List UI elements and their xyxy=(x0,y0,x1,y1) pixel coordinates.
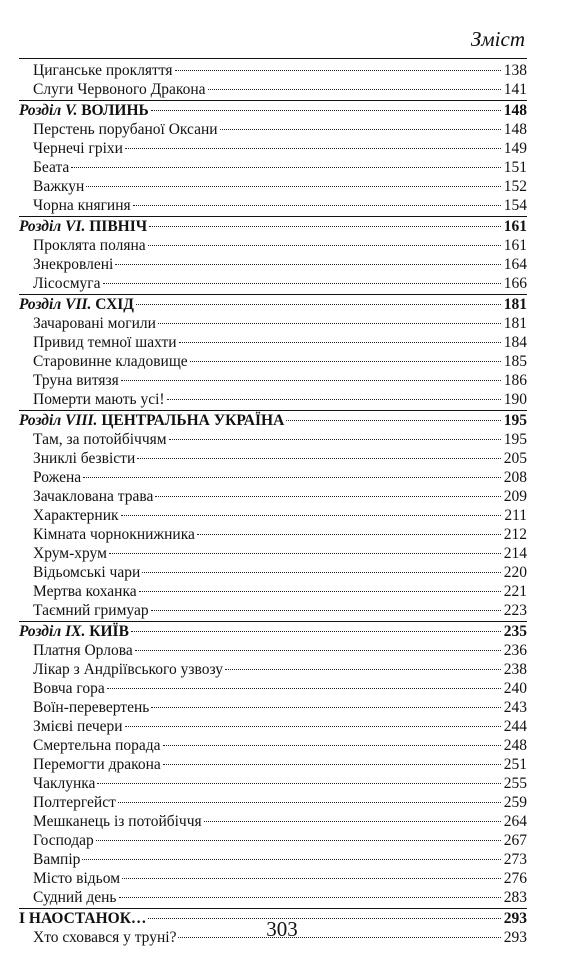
toc-entry xyxy=(19,61,527,80)
dot-leader xyxy=(204,821,501,822)
toc-entry xyxy=(19,430,527,449)
dot-leader xyxy=(125,726,501,727)
dot-leader xyxy=(83,477,501,478)
entry-title xyxy=(33,352,188,371)
entry-title xyxy=(33,158,69,177)
toc-section xyxy=(19,294,527,314)
title-text: Мешканець із потойбіччя xyxy=(33,813,202,830)
toc-entry xyxy=(19,525,527,544)
toc-entry xyxy=(19,487,527,506)
page-ref: 208 xyxy=(503,469,527,486)
dot-leader xyxy=(148,245,501,246)
page-ref: 148 xyxy=(503,121,527,138)
page-ref: 138 xyxy=(503,62,527,79)
title-text: Привид темної шахти xyxy=(33,334,177,351)
section-prefix: Розділ VIII. xyxy=(19,412,98,429)
entry-title xyxy=(33,698,149,717)
title-text: Судний день xyxy=(33,889,117,906)
entry-title xyxy=(33,660,223,679)
dot-leader xyxy=(142,572,501,573)
toc-entry xyxy=(19,563,527,582)
section-title xyxy=(19,622,129,641)
page-ref: 240 xyxy=(503,680,527,697)
dot-leader xyxy=(158,323,501,324)
dot-leader xyxy=(155,496,501,497)
dot-leader xyxy=(121,380,501,381)
page-ref: 267 xyxy=(503,832,527,849)
page-ref: 251 xyxy=(503,756,527,773)
dot-leader xyxy=(169,439,501,440)
entry-title xyxy=(33,255,113,274)
dot-leader xyxy=(109,553,501,554)
title-text: Зниклі безвісти xyxy=(33,450,136,467)
title-text: Полтергейст xyxy=(33,794,116,811)
toc-section xyxy=(19,216,527,236)
title-text: Труна витязя xyxy=(33,372,119,389)
title-text: Змієві печери xyxy=(33,718,123,735)
page-ref: 276 xyxy=(503,870,527,887)
page-ref: 221 xyxy=(503,583,527,600)
entry-title xyxy=(33,487,153,506)
entry-title xyxy=(33,850,80,869)
section-prefix: Розділ IX. xyxy=(19,623,86,640)
dot-leader xyxy=(103,283,501,284)
entry-title xyxy=(33,333,177,352)
page-ref: 238 xyxy=(503,661,527,678)
title-text: Важкун xyxy=(33,178,85,195)
toc-entry xyxy=(19,333,527,352)
toc-entry xyxy=(19,158,527,177)
title-text: Проклята поляна xyxy=(33,237,146,254)
page-ref: 190 xyxy=(503,391,527,408)
page-ref: 209 xyxy=(503,488,527,505)
entry-title xyxy=(33,717,123,736)
page-ref: 244 xyxy=(503,718,527,735)
entry-title xyxy=(33,314,156,333)
title-text: Чорна княгиня xyxy=(33,197,131,214)
toc-entry xyxy=(19,793,527,812)
toc-entry xyxy=(19,717,527,736)
page-ref: 273 xyxy=(503,851,527,868)
toc-entry xyxy=(19,698,527,717)
dot-leader xyxy=(86,186,501,187)
dot-leader xyxy=(163,745,501,746)
dot-leader xyxy=(136,304,501,305)
title-text: Мертва коханка xyxy=(33,583,137,600)
page-ref: 248 xyxy=(503,737,527,754)
page-ref: 255 xyxy=(503,775,527,792)
toc-entry xyxy=(19,544,527,563)
page-ref: 161 xyxy=(503,218,527,235)
toc-entry xyxy=(19,660,527,679)
title-text: Вампір xyxy=(33,851,81,868)
toc-entry xyxy=(19,314,527,333)
section-title xyxy=(19,101,149,120)
page-ref: 161 xyxy=(503,237,527,254)
running-header: Зміст xyxy=(470,27,525,51)
page-ref: 293 xyxy=(503,910,527,927)
section-prefix: Розділ VI. xyxy=(19,218,86,235)
entry-title xyxy=(33,888,117,907)
toc-entry xyxy=(19,196,527,215)
page-ref: 220 xyxy=(503,564,527,581)
title-text: Чернечі гріхи xyxy=(33,140,123,157)
toc-entry xyxy=(19,371,527,390)
toc-entry xyxy=(19,812,527,831)
dot-leader xyxy=(151,610,501,611)
page-ref: 164 xyxy=(503,256,527,273)
title-text: Вовча гора xyxy=(33,680,105,697)
title-text: СХІД xyxy=(95,296,134,313)
entry-title xyxy=(33,831,94,850)
dot-leader xyxy=(96,840,501,841)
title-text: КИЇВ xyxy=(89,623,129,640)
entry-title xyxy=(33,196,131,215)
title-text: Там, за потойбіччям xyxy=(33,431,167,448)
entry-title xyxy=(33,736,161,755)
table-of-contents xyxy=(19,61,527,947)
entry-title xyxy=(33,544,107,563)
entry-title xyxy=(33,869,120,888)
toc-entry xyxy=(19,736,527,755)
title-text: Рожена xyxy=(33,469,82,486)
entry-title xyxy=(33,525,195,544)
toc-entry xyxy=(19,831,527,850)
dot-leader xyxy=(71,167,501,168)
entry-title xyxy=(33,236,146,255)
page-ref: 184 xyxy=(503,334,527,351)
entry-title xyxy=(33,812,202,831)
dot-leader xyxy=(208,89,501,90)
page-ref: 181 xyxy=(503,315,527,332)
page-ref: 243 xyxy=(503,699,527,716)
entry-title xyxy=(33,371,119,390)
dot-leader xyxy=(121,515,501,516)
dot-leader xyxy=(167,399,501,400)
page-number: 303 xyxy=(266,917,298,941)
page-ref: 259 xyxy=(503,794,527,811)
entry-title xyxy=(33,430,167,449)
page-ref: 195 xyxy=(503,412,527,429)
toc-section xyxy=(19,621,527,641)
title-text: Перемогти дракона xyxy=(33,756,161,773)
section-title xyxy=(19,295,134,314)
entry-title xyxy=(33,563,140,582)
toc-entry xyxy=(19,120,527,139)
dot-leader xyxy=(125,148,501,149)
page-ref: 185 xyxy=(503,353,527,370)
entry-title xyxy=(33,468,81,487)
entry-title xyxy=(33,641,133,660)
toc-section xyxy=(19,100,527,120)
toc-entry xyxy=(19,390,527,409)
title-text: Лікар з Андріївського узвозу xyxy=(33,661,224,678)
page-ref: 235 xyxy=(503,623,527,640)
title-text: Платня Орлова xyxy=(33,642,133,659)
page-ref: 141 xyxy=(503,81,527,98)
title-text: Знекровлені xyxy=(33,256,114,273)
page-ref: 264 xyxy=(503,813,527,830)
dot-leader xyxy=(97,783,501,784)
section-prefix: Розділ V. xyxy=(19,102,78,119)
title-text: Таємний гримуар xyxy=(33,602,149,619)
toc-entry xyxy=(19,888,527,907)
dot-leader xyxy=(82,859,501,860)
dot-leader xyxy=(135,650,501,651)
entry-title xyxy=(33,774,95,793)
title-text: ВОЛИНЬ xyxy=(81,102,149,119)
page-ref: 214 xyxy=(503,545,527,562)
toc-entry xyxy=(19,506,527,525)
entry-title xyxy=(33,582,137,601)
toc-entry xyxy=(19,774,527,793)
dot-leader xyxy=(151,707,501,708)
toc-entry xyxy=(19,255,527,274)
dot-leader xyxy=(175,70,501,71)
section-title xyxy=(19,411,284,430)
page-ref: 151 xyxy=(503,159,527,176)
dot-leader xyxy=(131,631,501,632)
dot-leader xyxy=(197,534,501,535)
entry-title xyxy=(33,793,116,812)
page-ref: 283 xyxy=(503,889,527,906)
title-text: ПІВНІЧ xyxy=(89,218,148,235)
title-text: Смертельна порада xyxy=(33,737,161,754)
entry-title xyxy=(33,61,173,80)
title-text: Хто сховався у труні? xyxy=(33,929,177,946)
toc-entry xyxy=(19,352,527,371)
page-ref: 236 xyxy=(503,642,527,659)
entry-title xyxy=(33,449,135,468)
page-ref: 149 xyxy=(503,140,527,157)
entry-title xyxy=(33,390,165,409)
title-text: Чаклунка xyxy=(33,775,96,792)
toc-entry xyxy=(19,869,527,888)
page-ref: 212 xyxy=(503,526,527,543)
title-text: Беата xyxy=(33,159,70,176)
page-ref: 148 xyxy=(503,102,527,119)
page-ref: 186 xyxy=(503,372,527,389)
toc-entry xyxy=(19,274,527,293)
entry-title xyxy=(33,139,123,158)
dot-leader xyxy=(115,264,501,265)
dot-leader xyxy=(139,591,501,592)
toc-entry xyxy=(19,679,527,698)
title-text: Кімната чорнокнижника xyxy=(33,526,195,543)
title-text: ЦЕНТРАЛЬНА УКРАЇНА xyxy=(101,412,285,429)
title-text: Місто відьом xyxy=(33,870,121,887)
dot-leader xyxy=(133,205,501,206)
section-prefix: Розділ VII. xyxy=(19,296,92,313)
entry-title xyxy=(33,177,84,196)
toc-entry xyxy=(19,755,527,774)
toc-entry xyxy=(19,641,527,660)
title-text: Старовинне кладовище xyxy=(33,353,188,370)
title-text: Померти мають усі! xyxy=(33,391,165,408)
page-ref: 223 xyxy=(503,602,527,619)
dot-leader xyxy=(286,420,501,421)
dot-leader xyxy=(179,342,501,343)
dot-leader xyxy=(118,802,501,803)
page-ref: 293 xyxy=(503,929,527,946)
entry-title xyxy=(33,755,161,774)
toc-entry xyxy=(19,177,527,196)
entry-title xyxy=(33,506,119,525)
entry-title xyxy=(33,120,218,139)
dot-leader xyxy=(137,458,501,459)
dot-leader xyxy=(225,669,501,670)
entry-title xyxy=(33,679,105,698)
page-ref: 205 xyxy=(503,450,527,467)
dot-leader xyxy=(119,897,501,898)
toc-entry xyxy=(19,80,527,99)
dot-leader xyxy=(122,878,501,879)
header-rule xyxy=(19,58,527,59)
title-text: Циганське прокляття xyxy=(33,62,173,79)
dot-leader xyxy=(107,688,501,689)
entry-title xyxy=(33,274,101,293)
entry-title xyxy=(33,601,149,620)
toc-entry xyxy=(19,582,527,601)
title-text: Зачаровані могили xyxy=(33,315,156,332)
dot-leader xyxy=(151,110,501,111)
page-ref: 181 xyxy=(503,296,527,313)
title-text: Характерник xyxy=(33,507,119,524)
page-ref: 152 xyxy=(503,178,527,195)
toc-entry xyxy=(19,139,527,158)
page-ref: 195 xyxy=(503,431,527,448)
entry-title xyxy=(33,80,206,99)
toc-section xyxy=(19,410,527,430)
title-text: Слуги Червоного Дракона xyxy=(33,81,206,98)
title-text: Хрум-хрум xyxy=(33,545,107,562)
section-title xyxy=(19,217,147,236)
dot-leader xyxy=(149,226,501,227)
toc-entry xyxy=(19,468,527,487)
title-text: І НАОСТАНОК… xyxy=(19,910,147,927)
title-text: Відьомські чари xyxy=(33,564,141,581)
toc-entry xyxy=(19,449,527,468)
page-ref: 166 xyxy=(503,275,527,292)
page-ref: 211 xyxy=(504,507,527,524)
toc-entry xyxy=(19,601,527,620)
title-text: Воїн-перевертень xyxy=(33,699,150,716)
dot-leader xyxy=(163,764,501,765)
title-text: Господар xyxy=(33,832,94,849)
title-text: Перстень порубаної Оксани xyxy=(33,121,218,138)
title-text: Зачаклована трава xyxy=(33,488,154,505)
toc-entry xyxy=(19,236,527,255)
toc-entry xyxy=(19,850,527,869)
dot-leader xyxy=(190,361,501,362)
page-ref: 154 xyxy=(503,197,527,214)
dot-leader xyxy=(220,129,501,130)
title-text: Лісосмуга xyxy=(33,275,101,292)
